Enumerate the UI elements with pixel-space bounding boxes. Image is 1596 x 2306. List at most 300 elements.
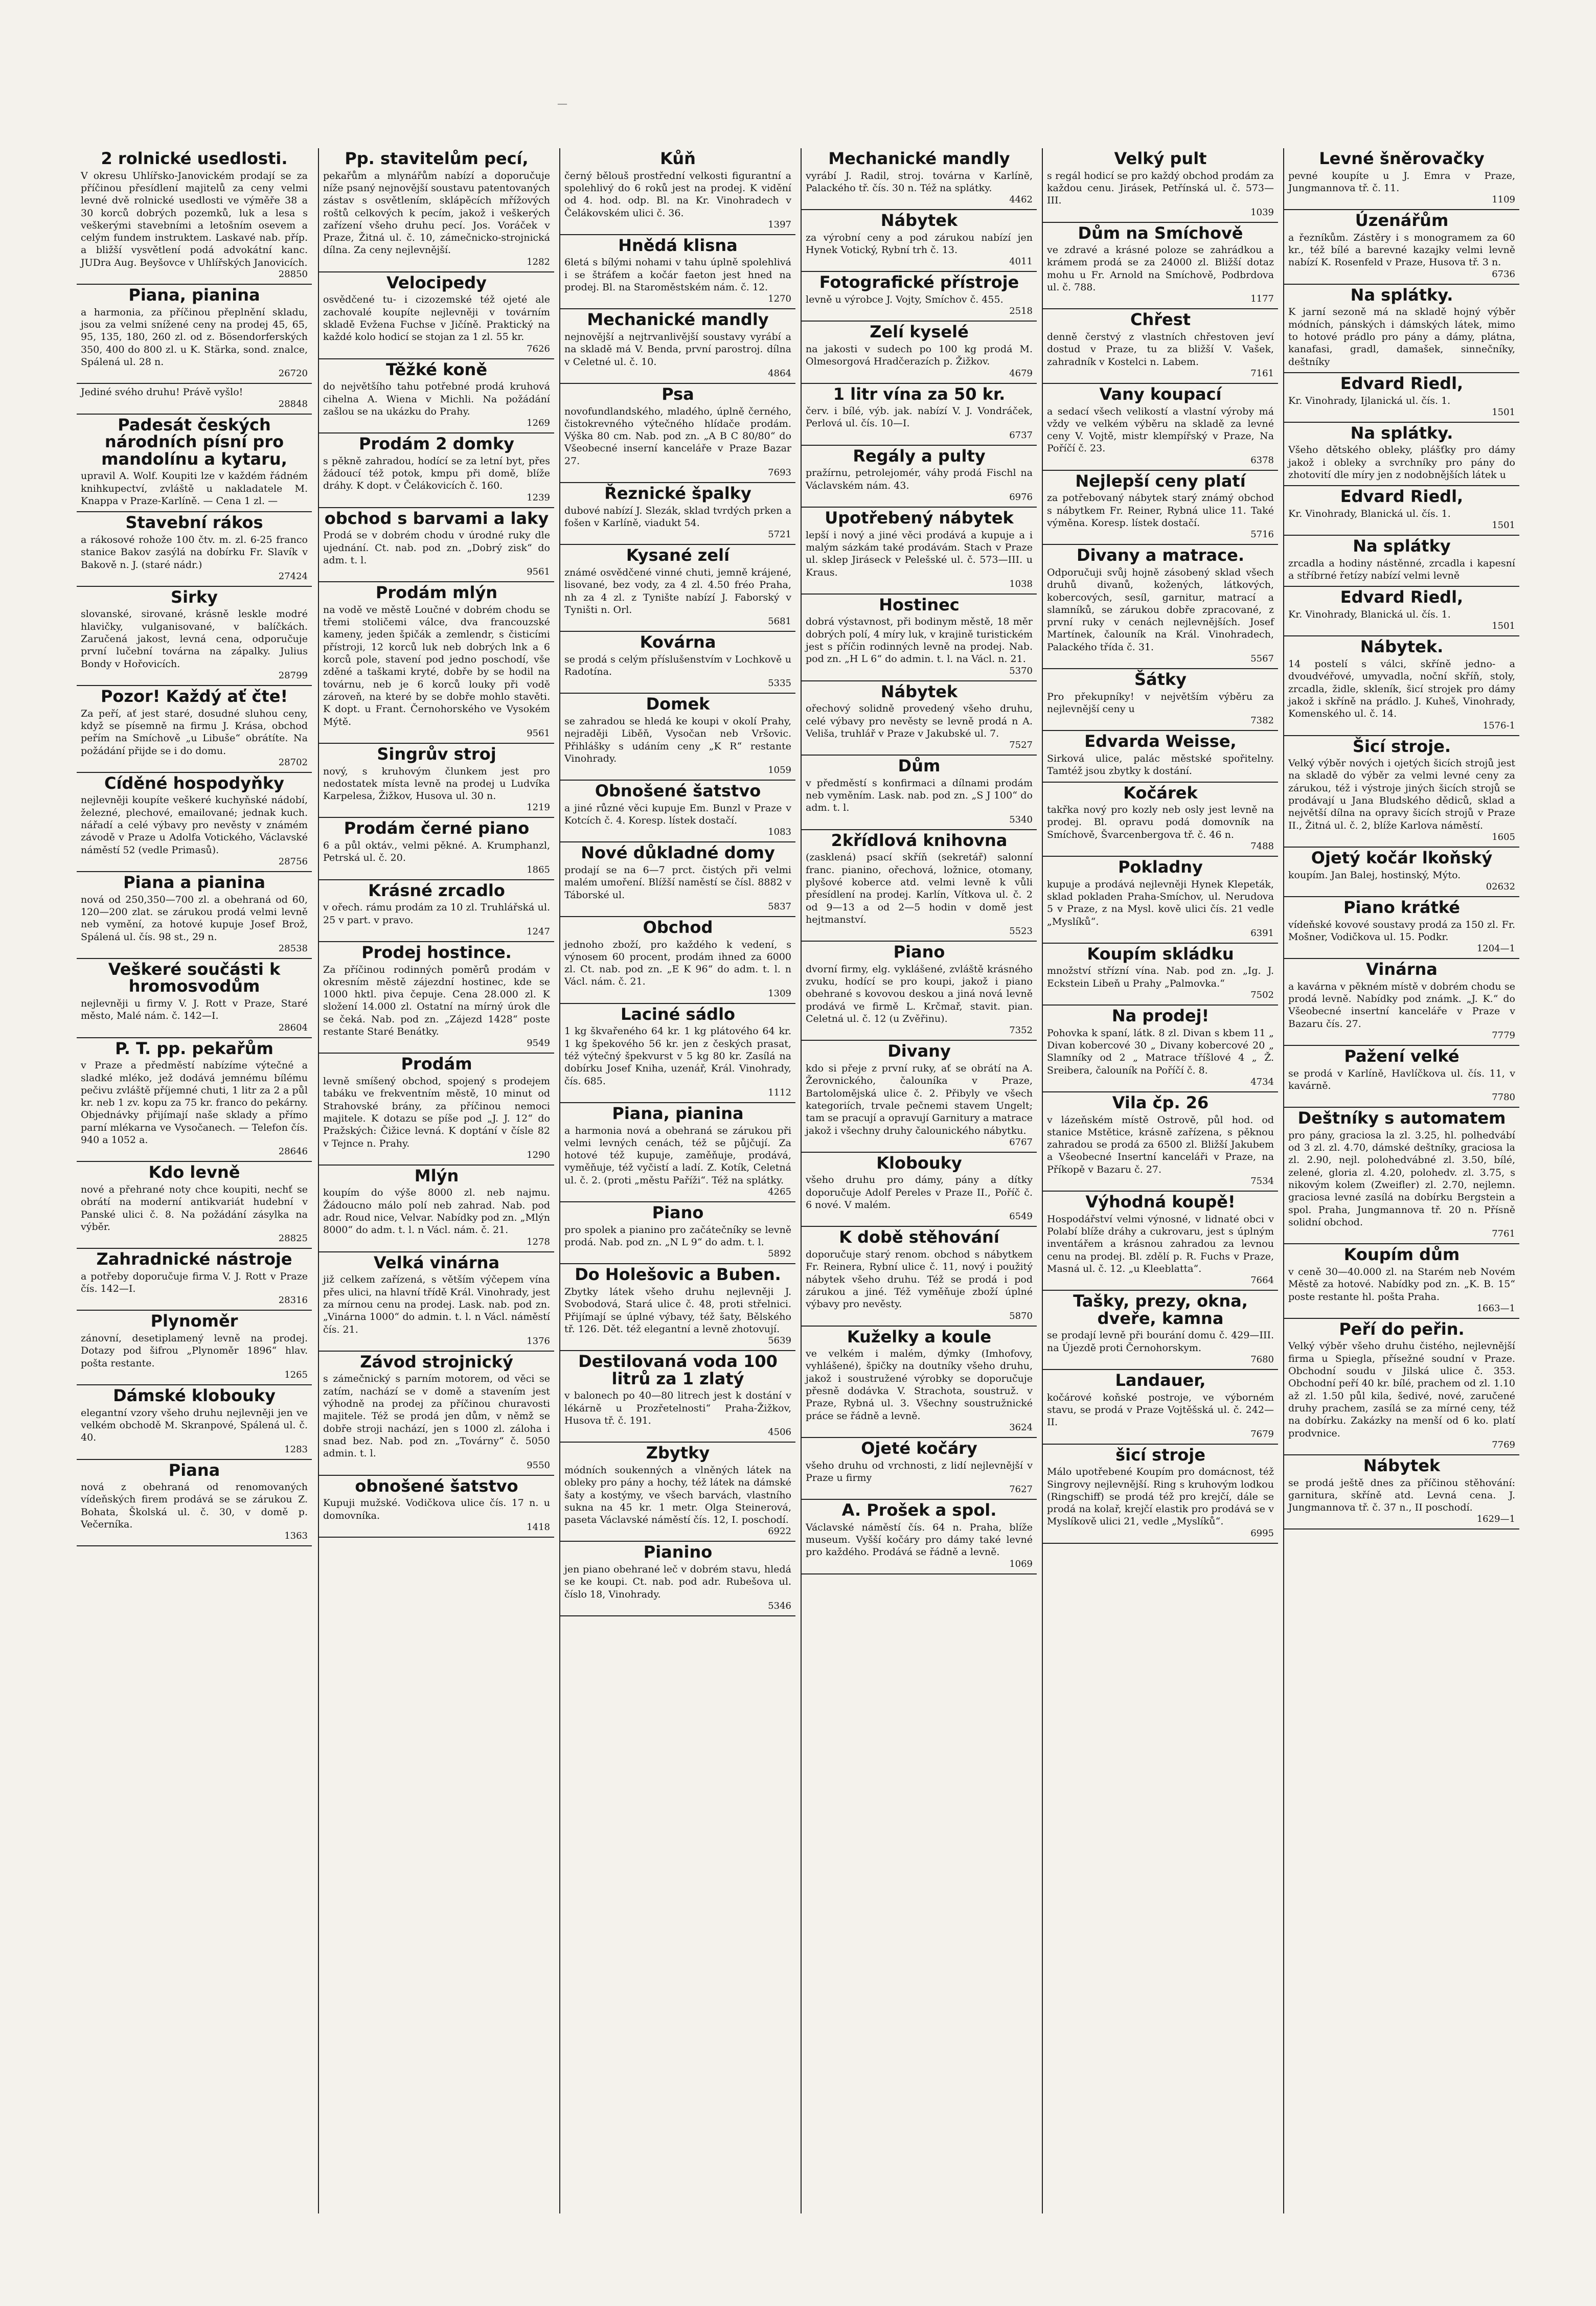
ad-code: 7693 [768, 467, 791, 478]
classified-ad [802, 1327, 1037, 1438]
ad-title: Mlýn [414, 1166, 459, 1185]
classified-ad [1284, 736, 1519, 848]
ad-code: 4864 [768, 368, 791, 379]
classified-ad [802, 148, 1037, 210]
classified-ad [1043, 471, 1278, 545]
ad-body: Zbytky látek všeho druhu nejlevněji J. Svobodová, Stará ulice č. 48, proti střelnici. Přijímají se úplné výbavy, též šaty, Bělského tř. 126. Dět. též elegantní a levně zhotovují. [564, 1286, 791, 1335]
ad-title: Vila čp. 26 [1112, 1092, 1209, 1112]
ad-body: v balonech po 40—80 litrech jest k dostání v lékárně u Prozřetelnosti“ Praha-Žižkov, Husova tř. č. 191. [564, 1390, 791, 1426]
ad-code: 5567 [1250, 653, 1274, 665]
ad-title: Nábytek. [1360, 637, 1444, 657]
ad-code: 4265 [768, 1186, 791, 1198]
ad-title: Dům na Smíchově [1078, 223, 1243, 243]
ad-body: a harmonia, za příčinou přeplnění skladu, jsou za velmi snížené ceny na prodej 45, 65, 95, 135, 180, 260 zl. od z. Bösendorferských 350, 400 do 800 zl. u K. Stärka, sond. znalce, Spálená ul. 28 n. [81, 306, 308, 368]
ad-title: Prodám černé piano [344, 818, 530, 838]
ad-body: Sirková ulice, palác městské spořitelny. Tamtéž jsou zbytky k dostání. [1047, 752, 1274, 777]
classified-ad [560, 1351, 795, 1443]
ad-body: Kr. Vinohrady, Blanická ul. čís. 1. [1288, 508, 1451, 519]
classified-ad [1043, 309, 1278, 384]
classified-ad [1043, 1092, 1278, 1192]
classified-ad [1043, 148, 1278, 223]
ad-title: Řeznické špalky [604, 484, 751, 504]
classified-ad [1284, 423, 1519, 487]
ad-title: Velká vinárna [373, 1252, 500, 1272]
ad-code: 1309 [768, 988, 791, 999]
classified-ad [1284, 536, 1519, 587]
ad-code: 1239 [527, 492, 550, 503]
ad-title: Pozor! Každý ať čte! [100, 686, 288, 706]
ad-title: Cíděné hospodyňky [104, 773, 285, 793]
ad-title: Pokladny [1118, 857, 1203, 877]
ad-body: v předměstí s konfirmaci a dílnami prodám neb vyměním. Lask. nab. pod zn. „S J 100“ do adm. t. l. [806, 777, 1033, 814]
classified-ad [1284, 1046, 1519, 1108]
ad-title: Kůň [660, 149, 696, 168]
ad-code: 1865 [527, 864, 550, 875]
ad-code: 28848 [278, 398, 308, 409]
ad-body: takřka nový pro kozly neb osly jest levně na prodej. Bl. opravu podá domovník na Smíchově, Švarcenbergova tř. č. 46 n. [1047, 804, 1274, 840]
ad-body: jednoho zboží, pro každého k vedení, s výnosem 60 procent, prodám ihned za 6000 zl. Ct. nab. pod zn. „E K 96“ do adm. t. l. n Václ. nám. č. 21. [564, 939, 791, 988]
classified-ad [77, 1385, 312, 1460]
ad-title: Vany koupací [1099, 384, 1222, 404]
ad-title: Nejlepší ceny platí [1075, 471, 1246, 491]
ad-title: Na splátky. [1350, 285, 1453, 305]
ad-body: Václavské náměstí čís. 64 n. Praha, blíže museum. Vyšší kočáry pro dámy také levné pro každého. Prodává se řádně a levně. [806, 1521, 1033, 1558]
ad-title: Obnošené šatstvo [595, 781, 761, 801]
classified-ad [1043, 669, 1278, 731]
ad-body: Velký výběr všeho druhu čistého, nejlevnější firma u Spiegla, přísežné soudní v Praze. Obchodní soudu v Jilská ulice č. 353. Obchodní peří 40 kr. bílé, prachem od zl. 1.10 až zl. 1.50 půl kila, šedivé, nové, zaručené druhy prachem, zasílá se za mírné ceny, též na dobírku. Zakázky na menší od 6 ko. platí prodvnice. [1288, 1340, 1515, 1439]
ad-code: 26720 [278, 368, 308, 379]
ad-code: 1109 [1492, 194, 1515, 206]
classified-ad [77, 512, 312, 587]
classified-ad [560, 1202, 795, 1264]
ad-title: Levné šněrovačky [1319, 149, 1485, 168]
ad-title: Chřest [1130, 310, 1191, 330]
ad-code: 1290 [527, 1149, 550, 1160]
ad-code: 5523 [1009, 926, 1033, 937]
ad-code: 1219 [527, 802, 550, 813]
classified-ad [77, 1311, 312, 1385]
ad-code: 7502 [1250, 990, 1274, 1001]
classified-ad [319, 942, 554, 1054]
ad-title: Prodej hostince. [361, 942, 512, 962]
ad-body: vyrábí J. Radil, stroj. továrna v Karlíně, Palackého tř. čís. 30 n. Též na splátky. [806, 170, 1033, 194]
classified-ad [1043, 1445, 1278, 1544]
ad-code: 6549 [1009, 1211, 1033, 1222]
ad-body: v lázeňském místě Ostrově, půl hod. od stanice Mstětice, krásně zařízena, s pěknou zahradou se prodá za 6500 zl. Bližší Jakubem a Všeobecné Insertní kanceláři v Praze, na Příkopě v Bazaru č. 27. [1047, 1114, 1274, 1175]
ad-body: v ceně 30—40.000 zl. na Starém neb Novém Městě za hotové. Nabídky pod zn. „K. B. 15“ poste restante hl. pošta Praha. [1288, 1266, 1515, 1303]
ad-code: 6995 [1250, 1527, 1274, 1539]
ad-body: jen piano obehrané leč v dobrém stavu, hledá se ke koupi. Ct. nab. pod adr. Rubešova ul. číslo 18, Vinohrady. [564, 1564, 791, 1600]
ad-body: K jarní sezoně má na skladě hojný výběr módních, pánských i dámských látek, mimo to hotové prádlo pro pány a dámy, plátna, kanafasi, gradl, damašek, sinnečníky, deštníky [1288, 306, 1515, 368]
classified-ad [802, 384, 1037, 446]
ad-code: 5716 [1250, 529, 1274, 540]
ad-title: Laciné sádlo [620, 1004, 736, 1024]
ad-body: nejnovější a nejtrvanlivější soustavy vyrábí a na skladě má V. Benda, první parostroj. dílna v Celetné ul. č. 10. [564, 331, 791, 368]
ad-body: se prodají levně při bourání domu č. 429—III. na Újezdě proti Černohorskym. [1047, 1330, 1274, 1354]
ad-body: se zahradou se hledá ke koupi v okolí Prahy, nejraději Liběň, Vysočan neb Vršovic. Přihlášky s udáním ceny „K R“ restante Vinohrady. [564, 715, 791, 764]
ad-title: Pp. stavitelům pecí, [345, 149, 529, 168]
classified-ad [560, 694, 795, 781]
ad-body: červ. i bílé, výb. jak. nabízí V. J. Vondráček, Perlová ul. čís. 10—I. [806, 405, 1033, 429]
ad-code: 28850 [278, 269, 308, 280]
ad-code: 6767 [1009, 1136, 1033, 1148]
ad-title: 2křídlová knihovna [831, 830, 1008, 850]
ad-code: 6391 [1250, 927, 1274, 939]
ad-code: 6378 [1250, 454, 1274, 466]
ad-code: 1397 [768, 219, 791, 230]
ad-title: Piano [893, 942, 945, 962]
ad-title: K době stěhování [839, 1227, 999, 1247]
ad-code: 7761 [1492, 1228, 1515, 1240]
ad-title: Edvarda Weisse, [1084, 732, 1237, 751]
classified-ad [560, 235, 795, 310]
classified-ad [319, 359, 554, 434]
ad-body: Kr. Vinohrady, Ijlanická ul. čís. 1. [1288, 395, 1451, 406]
ad-title: Koupím skládku [1087, 944, 1234, 964]
ad-title: Piana, pianina [612, 1103, 744, 1123]
ad-code: 7527 [1009, 740, 1033, 751]
classified-ad [319, 1252, 554, 1352]
ad-title: Singrův stroj [377, 744, 496, 764]
ad-title: Velký pult [1114, 149, 1207, 168]
ad-body: kočárové koňské postroje, ve výborném stavu, se prodá v Praze Vojtěšská ul. č. 242—II. [1047, 1391, 1274, 1428]
classified-ad [1043, 944, 1278, 1006]
classified-ad [1043, 384, 1278, 471]
classified-ad [560, 483, 795, 545]
classified-ad [560, 545, 795, 632]
ad-title: Velocipedy [386, 272, 487, 292]
ad-title: Ojetý kočár lkoňský [1311, 848, 1493, 867]
ad-body: Kr. Vinohrady, Blanická ul. čís. 1. [1288, 609, 1451, 621]
ad-title: Landauer, [1115, 1371, 1206, 1390]
ad-code: 7382 [1250, 715, 1274, 726]
ad-column-3 [559, 148, 795, 2213]
classified-ad [1284, 285, 1519, 373]
ad-body: Velký výběr nových i ojetých šicích strojů jest na skladě do výběr za velmi levné ceny za zárukou, též i výstroje jiných šicích strojů se prodávají u Jana Bludského dědiců, sklad a největší dílna na opravy šicích strojů v Praze II., Žitná ul. č. 2, blíže Karlova náměstí. [1288, 758, 1515, 831]
ad-body: pražírnu, petrolejomér, váhy prodá Fischl na Václavském nám. 43. [806, 467, 1033, 491]
ad-body: Pohovka k spaní, látk. 8 zl. Divan s kbem 11 „ Divan kobercové 30 „ Divany kobercové 20 „ Slamníky od 2 „ Matrace tříšlové 4 „ Ž. Sreibera, čalouník na Poříčí č. 8. [1047, 1027, 1274, 1076]
classified-ad [802, 322, 1037, 383]
ad-column-1 [77, 148, 312, 2213]
ad-body: ve velkém i malém, dýmky (Imhofovy, vyhlášené), špičky na doutníky všeho druhu, jakož i soustružené výrobky se doporučuje přesně dodávka V. Strachota, soustruž. v Praze, Rybná ul. 3. Všechny soustružnické práce se řádně a levně. [806, 1348, 1033, 1422]
ad-code: 1038 [1009, 578, 1033, 589]
ad-code: 1501 [1492, 621, 1515, 632]
ad-body: 6letá s bílými nohami v tahu úplně spolehlivá i se štráfem a kočár faeton jest hned na prodej. Bl. na Staroměstském nám. č. 12. [564, 257, 791, 293]
ad-body: Za peří, ať jest staré, dosudné sluhou ceny, když se písemně na firmu J. Krása, obchod peřím na Smíchově „u Libuše“ obrátíte. Na požádání přijde se i do domu. [81, 707, 308, 757]
ad-title: Na splátky. [1350, 423, 1453, 443]
classified-ad [560, 1443, 795, 1542]
classified-ad [77, 285, 312, 384]
ad-body: dobrá výstavnost, při bodinym městě, 18 měr dobrých polí, 4 míry luk, v krajině turistickém jest s příčin rodinných levně na prodej. Nab. pod zn. „H L 6“ do admin. t. l. na Václ. n. 21. [806, 616, 1033, 665]
ad-title: Na splátky [1353, 536, 1451, 556]
classified-ad [560, 842, 795, 917]
ad-column-5 [1042, 148, 1278, 2213]
ad-title: Piana, pianina [128, 285, 260, 305]
ad-body: módních soukenných a vlněných látek na obleky pro pány a hochy, též látek na dámské šaty a kostýmy, ve všech barvách, vlastního sukna na 45 kr. 1 metr. Olga Steinerová, paseta Václavské náměstí čís. 12, I. poschodí. [564, 1464, 791, 1526]
classified-ad [77, 148, 312, 285]
ad-title: Destilovaná voda 100 litrů za 1 zlatý [578, 1352, 778, 1388]
ad-code: 5346 [768, 1600, 791, 1611]
ad-body: a sedací všech velikostí a vlastní výroby má vždy ve velkém výběru na skladě za levné ceny V. Vojtě, mistr klempířský v Praze, Na Poříčí č. 23. [1047, 405, 1274, 454]
ad-body: a jiné různé věci kupuje Em. Bunzl v Praze v Kotcích č. 4. Koresp. lístek dostačí. [564, 802, 791, 827]
ad-body: koupím. Jan Balej, hostinský, Mýto. [1288, 869, 1461, 881]
ad-code: 9550 [527, 1459, 550, 1471]
ad-title: Divany a matrace. [1077, 545, 1244, 565]
classified-ad [802, 595, 1037, 681]
classified-ad [77, 773, 312, 872]
ad-code: 6976 [1009, 492, 1033, 503]
ad-title: Kysané zelí [626, 545, 730, 565]
ad-title: Divany [887, 1041, 951, 1061]
ad-title: Regály a pulty [853, 446, 986, 466]
ad-body: a kavárna v pěkném místě v dobrém chodu se prodá levně. Nabídky pod známk. „J. K.“ do Všeobecné insertní kanceláře v Praze v Bazaru čís. 27. [1288, 980, 1515, 1030]
classified-ad [560, 1542, 795, 1616]
ad-code: 5340 [1009, 814, 1033, 825]
ad-code: 7534 [1250, 1176, 1274, 1187]
ad-code: 7680 [1250, 1354, 1274, 1365]
classified-ad [802, 756, 1037, 830]
classified-ad [802, 508, 1037, 595]
classified-ad [1284, 486, 1519, 536]
ad-title: Klobouky [876, 1153, 962, 1173]
ad-code: 9561 [527, 727, 550, 739]
ad-body: vídeňské kovové soustavy prodá za 150 zl. Fr. Mošner, Vodičkova ul. 15. Podkr. [1288, 919, 1515, 943]
ad-body: na jakosti v sudech po 100 kg prodá M. Olmesorgová Hradčerazích p. Žižkov. [806, 343, 1033, 368]
ad-code: 1576-1 [1483, 720, 1515, 731]
ad-body: s regál hodicí se pro každý obchod prodám za každou cenu. Jirásek, Petřínská ul. č. 573—III. [1047, 170, 1274, 207]
ad-body: za výrobní ceny a pod zárukou nabízí jen Hynek Votický, Rybní trh č. 13. [806, 232, 1033, 256]
ad-body: s zámečnický s parním motorem, od věci se zatím, nachází se v domě a stavením jest výhodně na prodej za příčinou churavosti majitele. Též se prodá jen dům, v němž se dobře stroji nachází, jen s 1000 zl. záloha i snad bez. Nab. pod zn. „Továrny“ č. 5050 admin. t. l. [323, 1373, 550, 1459]
ad-code: 4734 [1250, 1076, 1274, 1087]
ad-title: Ojeté kočáry [861, 1439, 977, 1458]
ad-code: 7627 [1009, 1484, 1033, 1495]
classified-ad [1284, 848, 1519, 897]
ad-code: 02632 [1486, 881, 1515, 892]
classified-ad [1284, 959, 1519, 1046]
ad-body: Prodá se v dobrém chodu v úrodné ruky dle ujednání. Ct. nab. pod zn. „Dobrý zisk“ do adm. t. l. [323, 530, 550, 566]
ad-title: Šátky [1134, 670, 1187, 690]
ad-body: doporučuje starý renom. obchod s nábytkem Fr. Reinera, Rybní ulice č. 11, nový i použitý nábytek všeho druhu. Též se prodá i pod zárukou a jiné. Též vyměňuje zboží úplné výbavy pro nevěsty. [806, 1248, 1033, 1310]
ad-body: slovanské, sirované, krásně leskle modré hlavičky, vulganisované, v balíčkách. Zaručená jakost, levná cena, odporučuje první lučební továrna na zápalky. Julius Bondy v Hořovicích. [81, 608, 308, 670]
classified-ad [802, 1438, 1037, 1500]
ad-code: 6922 [768, 1526, 791, 1537]
classified-ad [1043, 731, 1278, 782]
ad-title: Dámské klobouky [113, 1386, 276, 1405]
ad-code: 6737 [1009, 429, 1033, 441]
ad-code: 28799 [278, 670, 308, 681]
classified-ad [77, 1038, 312, 1162]
ad-body: Pro překupníky! v největším výběru za nejlevnější ceny u [1047, 691, 1274, 715]
ad-body: všeho druhu od vrchnosti, z lidí nejlevnější v Praze u firmy [806, 1459, 1033, 1483]
ad-code: 7780 [1492, 1092, 1515, 1103]
ad-title: Piana a pianina [123, 872, 265, 892]
ad-body: kupuje a prodává nejlevněji Hynek Klepeták, sklad pokladen Praha-Smíchov, ul. Nerudova 5 v Praze, z na Mysl. kově ulici čís. 21 vedle „Myslíků“. [1047, 878, 1274, 927]
ad-title: Těžké koně [385, 359, 488, 379]
ad-body: ve zdravé a krásné poloze se zahrádkou a krámem prodá se za 24000 zl. Bližší dotaz mohu u Fr. Arnold na Smíchově, Podbrdova ul. č. 788. [1047, 244, 1274, 293]
ad-body: se prodá s celým příslušenstvím v Lochkově u Radotína. [564, 653, 791, 678]
ad-code: 1629—1 [1476, 1514, 1515, 1525]
classified-ad [77, 384, 312, 414]
ad-title: Do Holešovic a Buben. [575, 1265, 781, 1285]
classified-ad [77, 1162, 312, 1249]
ad-code: 1265 [284, 1369, 308, 1380]
classified-ad [77, 872, 312, 959]
classified-ad [319, 1476, 554, 1538]
ad-code: 4506 [768, 1427, 791, 1438]
classified-ad [560, 917, 795, 1004]
classified-ad [560, 384, 795, 483]
ad-code: 1376 [527, 1335, 550, 1346]
classified-ad [1284, 636, 1519, 736]
ad-title: Pianino [643, 1542, 713, 1562]
ad-title: Domek [646, 694, 710, 714]
ad-code: 7769 [1492, 1439, 1515, 1450]
ad-body: za potřebovaný nábytek starý známý obchod s nábytkem Fr. Reiner, Rybná ulice 11. Také výměna. Koresp. lístek dostačí. [1047, 492, 1274, 529]
ad-code: 1177 [1250, 293, 1274, 305]
ad-title: obnošené šatstvo [355, 1476, 518, 1496]
ad-code: 6736 [1492, 268, 1515, 280]
classified-ad [77, 415, 312, 513]
ad-body: v Praze a předměstí nabízíme výtečné a sladké mléko, jež dodává jemnému bílému pečivu zvláště příjemné chuti, 1 litr za 2 a půl kr. neb 1 zv. kopu za 75 kr. franco do pekárny. Objednávky přijímají naše sklady a přímo parní mlékarna ve Vysočanech. — Telefon čís. 940 a 1052 a. [81, 1060, 308, 1146]
ad-title: Šicí stroje. [1352, 736, 1451, 756]
ad-body: na vodě ve městě Loučné v dobrém chodu se třemi stoličemi válce, dva francouzské kameny, jeden špičák a zemlendr, s čisticími přístroji, 12 korců luk neb dobrých lnk a 6 korců pole, stavení pod jedno poschodí, vše zděné a taškami kryté, dobře by se hodil na továrnu, neb je 6 korců louky při vodě zároveň, na které by se dobře mohlo stavěti. K dopt. u Frant. Černohorského ve Vysokém Mýtě. [323, 604, 550, 727]
ad-title: Zbytky [646, 1443, 710, 1463]
ad-title: Prodám 2 domky [359, 434, 514, 454]
ad-title: Koupím dům [1343, 1245, 1460, 1265]
ad-body: 14 postelí s válci, skříně jedno- a dvoudvéřové, umyvadla, noční skříň, stoly, zrcadla, židle, skleník, šicí strojek pro dámy jakož i skříně na prádlo. J. Kuheš, Vinohrady, Komenského ul. č. 14. [1288, 658, 1515, 720]
ad-code: 7779 [1492, 1030, 1515, 1041]
classified-ad [802, 1153, 1037, 1227]
ad-body: V okresu Uhlířsko-Janovickém prodají se za příčinou přesídlení majitelů za ceny velmi levné dvě rolnické usedlosti ve výměře 38 a 30 korců dobrých pozemků, luk a lesa s veškerými stavebními a letošním osevem a celým fundem instruktem. Laskavé nab. příp. a bližší vysvětlení podá advokátní kanc. JUDra Aug. Beyšovce v Uhlířských Janovicích. [81, 170, 308, 268]
classified-ad [319, 582, 554, 744]
classified-ad [1043, 223, 1278, 310]
ad-body: Odporučuji svůj hojně zásobený sklad všech druhů divanů, kožených, látkových, kobercových, sesíl, garnitur, matrací a slamníků, se zárukou dobře zpracované, z první ruky v cenách nejlevnějších. Josef Martínek, čalouník na Král. Vinohradech, Palackého třída č. 31. [1047, 566, 1274, 653]
ad-title: Veškeré součásti k hromosvodům [108, 959, 281, 996]
ad-code: 4679 [1009, 368, 1033, 379]
ad-body: Za příčinou rodinných poměrů prodám v okresním městě zájezdní hostinec, kde se 1000 hktl. piva čepuje. Cena 28.000 zl. K složení 14.000 zl. Ostatní na mírný úrok dle se čeká. Nab. pod zn. „Zájezd 1428“ poste restante Staré Benátky. [323, 964, 550, 1038]
classified-ad [1043, 783, 1278, 857]
ad-code: 1112 [768, 1087, 791, 1098]
ad-column-6 [1283, 148, 1519, 2213]
ad-title: Edvard Riedl, [1340, 487, 1464, 507]
classified-ad [319, 1054, 554, 1165]
ad-code: 3624 [1009, 1422, 1033, 1433]
ad-code: 28756 [278, 856, 308, 867]
ad-body: s pěkně zahradou, hodící se za letní byt, přes žádoucí též potok, kmpu při domě, blíže dráhy. K dopt. v Čelákovicích č. 160. [323, 455, 550, 492]
classified-ad [1043, 1192, 1278, 1291]
ad-body: pekařům a mlynářům nabízí a doporučuje níže psaný nejnovější soustavu patentovaných zástav s osvětlením, sklápěcích mřížových roštů celkových k pecím, jakož i veškerých zařízení všeho druhu pecí. Jos. Voráček v Praze, Žitná ul. č. 10, zámečnicko-strojnická dílna. Za ceny nejlevnější. [323, 170, 550, 256]
classified-ad [319, 880, 554, 942]
classified-ad [1284, 587, 1519, 636]
ad-body: všeho druhu pro dámy, pány a dítky doporučuje Adolf Pereles v Praze II., Poříč č. 6 nové. V malém. [806, 1174, 1033, 1211]
ad-body: koupím do výše 8000 zl. neb najmu. Žádoucno málo polí neb zahrad. Nab. pod adr. Roud nice, Velvar. Nabídky pod zn. „Mlýn 8000“ do adm. t. l. n Václ. nám. č. 21. [323, 1187, 550, 1236]
ad-title: Piano [652, 1203, 704, 1223]
classified-ad [77, 959, 312, 1038]
ad-title: Prodám [401, 1054, 472, 1074]
ad-body: Hospodářství velmi výnosné, v lidnaté obci v Polabí blíže dráhy a cukrovaru, jest s úplným inventářem a krásnou zahradou za levnou cenu na prodej. Bl. zdělí p. R. Fuchs v Praze, Masná ul. č. 12. „u Kleeblatta“. [1047, 1213, 1274, 1274]
ad-code: 1501 [1492, 406, 1515, 418]
ad-title: Vinárna [1366, 960, 1438, 979]
ad-body: dubové nabízí J. Slezák, sklad tvrdých prken a fošen v Karlíně, viadukt 54. [564, 505, 791, 529]
ad-body: Všeho dětského obleky, plášťky pro dámy jakož i obleky a svrchníky pro pány do zhotovití dle míry jen z nodobnějších látek u [1288, 444, 1515, 481]
ad-code: 5721 [768, 529, 791, 540]
ad-body: Málo upotřebené Koupím pro domácnost, též Singrovy nejlevnější. Ring s kruhovým lodkou (Ringschiff) se prodá též pro krejčí, dále se prodá na kolař, krejčí elastik pro prodává se v Myslíkově ulici 21, vedle „Myslíků“. [1047, 1466, 1274, 1527]
ad-body: upravil A. Wolf. Koupiti lze v každém řádném knihkupectví, zvláště u nakladatele M. Knappa v Praze-Karlíně. — Cena 1 zl. — [81, 470, 308, 507]
ad-code: 28646 [278, 1146, 308, 1157]
ad-code: 1282 [527, 256, 550, 267]
ad-body: nový, s kruhovým člunkem jest pro nedostatek místa levně na prodej u Ludvíka Karpelesa, Žižkov, Husova ul. 30 n. [323, 765, 550, 802]
ad-code: 28316 [278, 1295, 308, 1306]
ad-code: 7664 [1250, 1275, 1274, 1286]
ad-title: Fotografické přístroje [819, 272, 1019, 292]
ad-code: 7352 [1009, 1025, 1033, 1036]
ad-title: Kdo levně [148, 1162, 240, 1182]
ad-title: Nábytek [880, 211, 958, 231]
ad-body: nejlevněji koupíte veškeré kuchyňské nádobí, železné, plechové, emailované; jednak kuch. nářadí a celé výbavy pro nevěsty v známém závodě v Praze u Adolfa Votického, Václavské náměstí 52 (vedle Primasů). [81, 794, 308, 856]
ad-code: 28702 [278, 757, 308, 768]
classified-ad [802, 830, 1037, 942]
ad-code: 5892 [768, 1248, 791, 1260]
ad-body: a řezníkům. Zástěry i s monogramem za 60 kr., též bílé a barevné kazajky velmi levně nabízí K. Rosenfeld v Praze, Husova tř. 3 n. [1288, 232, 1515, 268]
ad-body: elegantní vzory všeho druhu nejlevněji jen ve velkém obchodě M. Skranpové, Spálená ul. č. 40. [81, 1407, 308, 1444]
ad-title: Stavební rákos [125, 513, 263, 533]
ad-code: 1204—1 [1476, 943, 1515, 954]
ad-title: Psa [662, 384, 694, 404]
ad-title: Kuželky a koule [847, 1327, 992, 1346]
ad-code: 5370 [1009, 665, 1033, 676]
ad-code: 28825 [278, 1233, 308, 1244]
ad-code: 1605 [1492, 832, 1515, 842]
ad-code: 9561 [527, 566, 550, 578]
ad-title: Nábytek [1363, 1455, 1441, 1475]
classified-ad [560, 632, 795, 694]
ad-body: a potřeby doporučuje firma V. J. Rott v Praze čís. 142—I. [81, 1270, 308, 1295]
classified-ad [560, 309, 795, 384]
classified-ad [1043, 545, 1278, 669]
ad-title: Mechanické mandly [587, 310, 769, 330]
ad-title: 2 rolnické usedlosti. [101, 149, 288, 168]
ad-title: Hnědá klisna [618, 235, 738, 255]
ad-column-4 [801, 148, 1037, 2213]
ad-body: levně u výrobce J. Vojty, Smíchov č. 455. [806, 294, 1004, 306]
ad-title: Výhodná koupě! [1085, 1192, 1236, 1212]
ad-body: nové a přehrané noty chce koupiti, nechť se obrátí na moderní antikvariát hudební v Panské ulici č. 8. Na požádání zásylka na výběr. [81, 1184, 308, 1232]
ad-title: Nové důkladné domy [581, 843, 775, 863]
ad-code: 5870 [1009, 1310, 1033, 1321]
ad-title: Kovárna [640, 632, 716, 652]
classified-ad [319, 1352, 554, 1476]
classified-ad [77, 1460, 312, 1547]
classified-ad [1043, 857, 1278, 944]
newspaper-ads-page [77, 148, 1523, 2219]
classified-ad [319, 433, 554, 508]
ad-code: 27424 [278, 570, 308, 582]
ad-title: šicí stroje [1115, 1445, 1205, 1465]
classified-ad [560, 1103, 795, 1202]
ad-title: Zahradnické nástroje [96, 1249, 292, 1269]
ad-code: 7161 [1250, 368, 1274, 379]
ad-body: se prodá v Karlíně, Havlíčkova ul. čís. 11, v kavárně. [1288, 1067, 1515, 1091]
ad-body: množství střízní vína. Nab. pod zn. „Ig. J. Eckstein Libeň u Prahy „Palmovka.“ [1047, 965, 1274, 989]
ad-code: 1247 [527, 926, 550, 937]
classified-ad [1043, 1370, 1278, 1445]
ad-title: Piano krátké [1343, 897, 1460, 917]
ad-code: 1283 [284, 1444, 308, 1455]
classified-ad [77, 1249, 312, 1311]
ad-code: 1663—1 [1476, 1303, 1515, 1314]
ad-body: černý bělouš prostřední velkosti figurantní a spolehlivý do 6 roků jest na prodej. K vidění od 4. hod. odp. Bl. na Kr. Vinohradech v Čelákovském ulici č. 36. [564, 170, 791, 219]
ad-body: kdo si přeje z první ruky, ať se obrátí na A. Žerovnického, čalouníka v Praze, Bartolomějská ulice č. 2. Přibyly ve všech kategoriích, trvale pečnemi stavem Ungelt; tam se pracují a opravují Garnitury a matrace jakož i všechny druhy čalounického nábytku. [806, 1062, 1033, 1136]
